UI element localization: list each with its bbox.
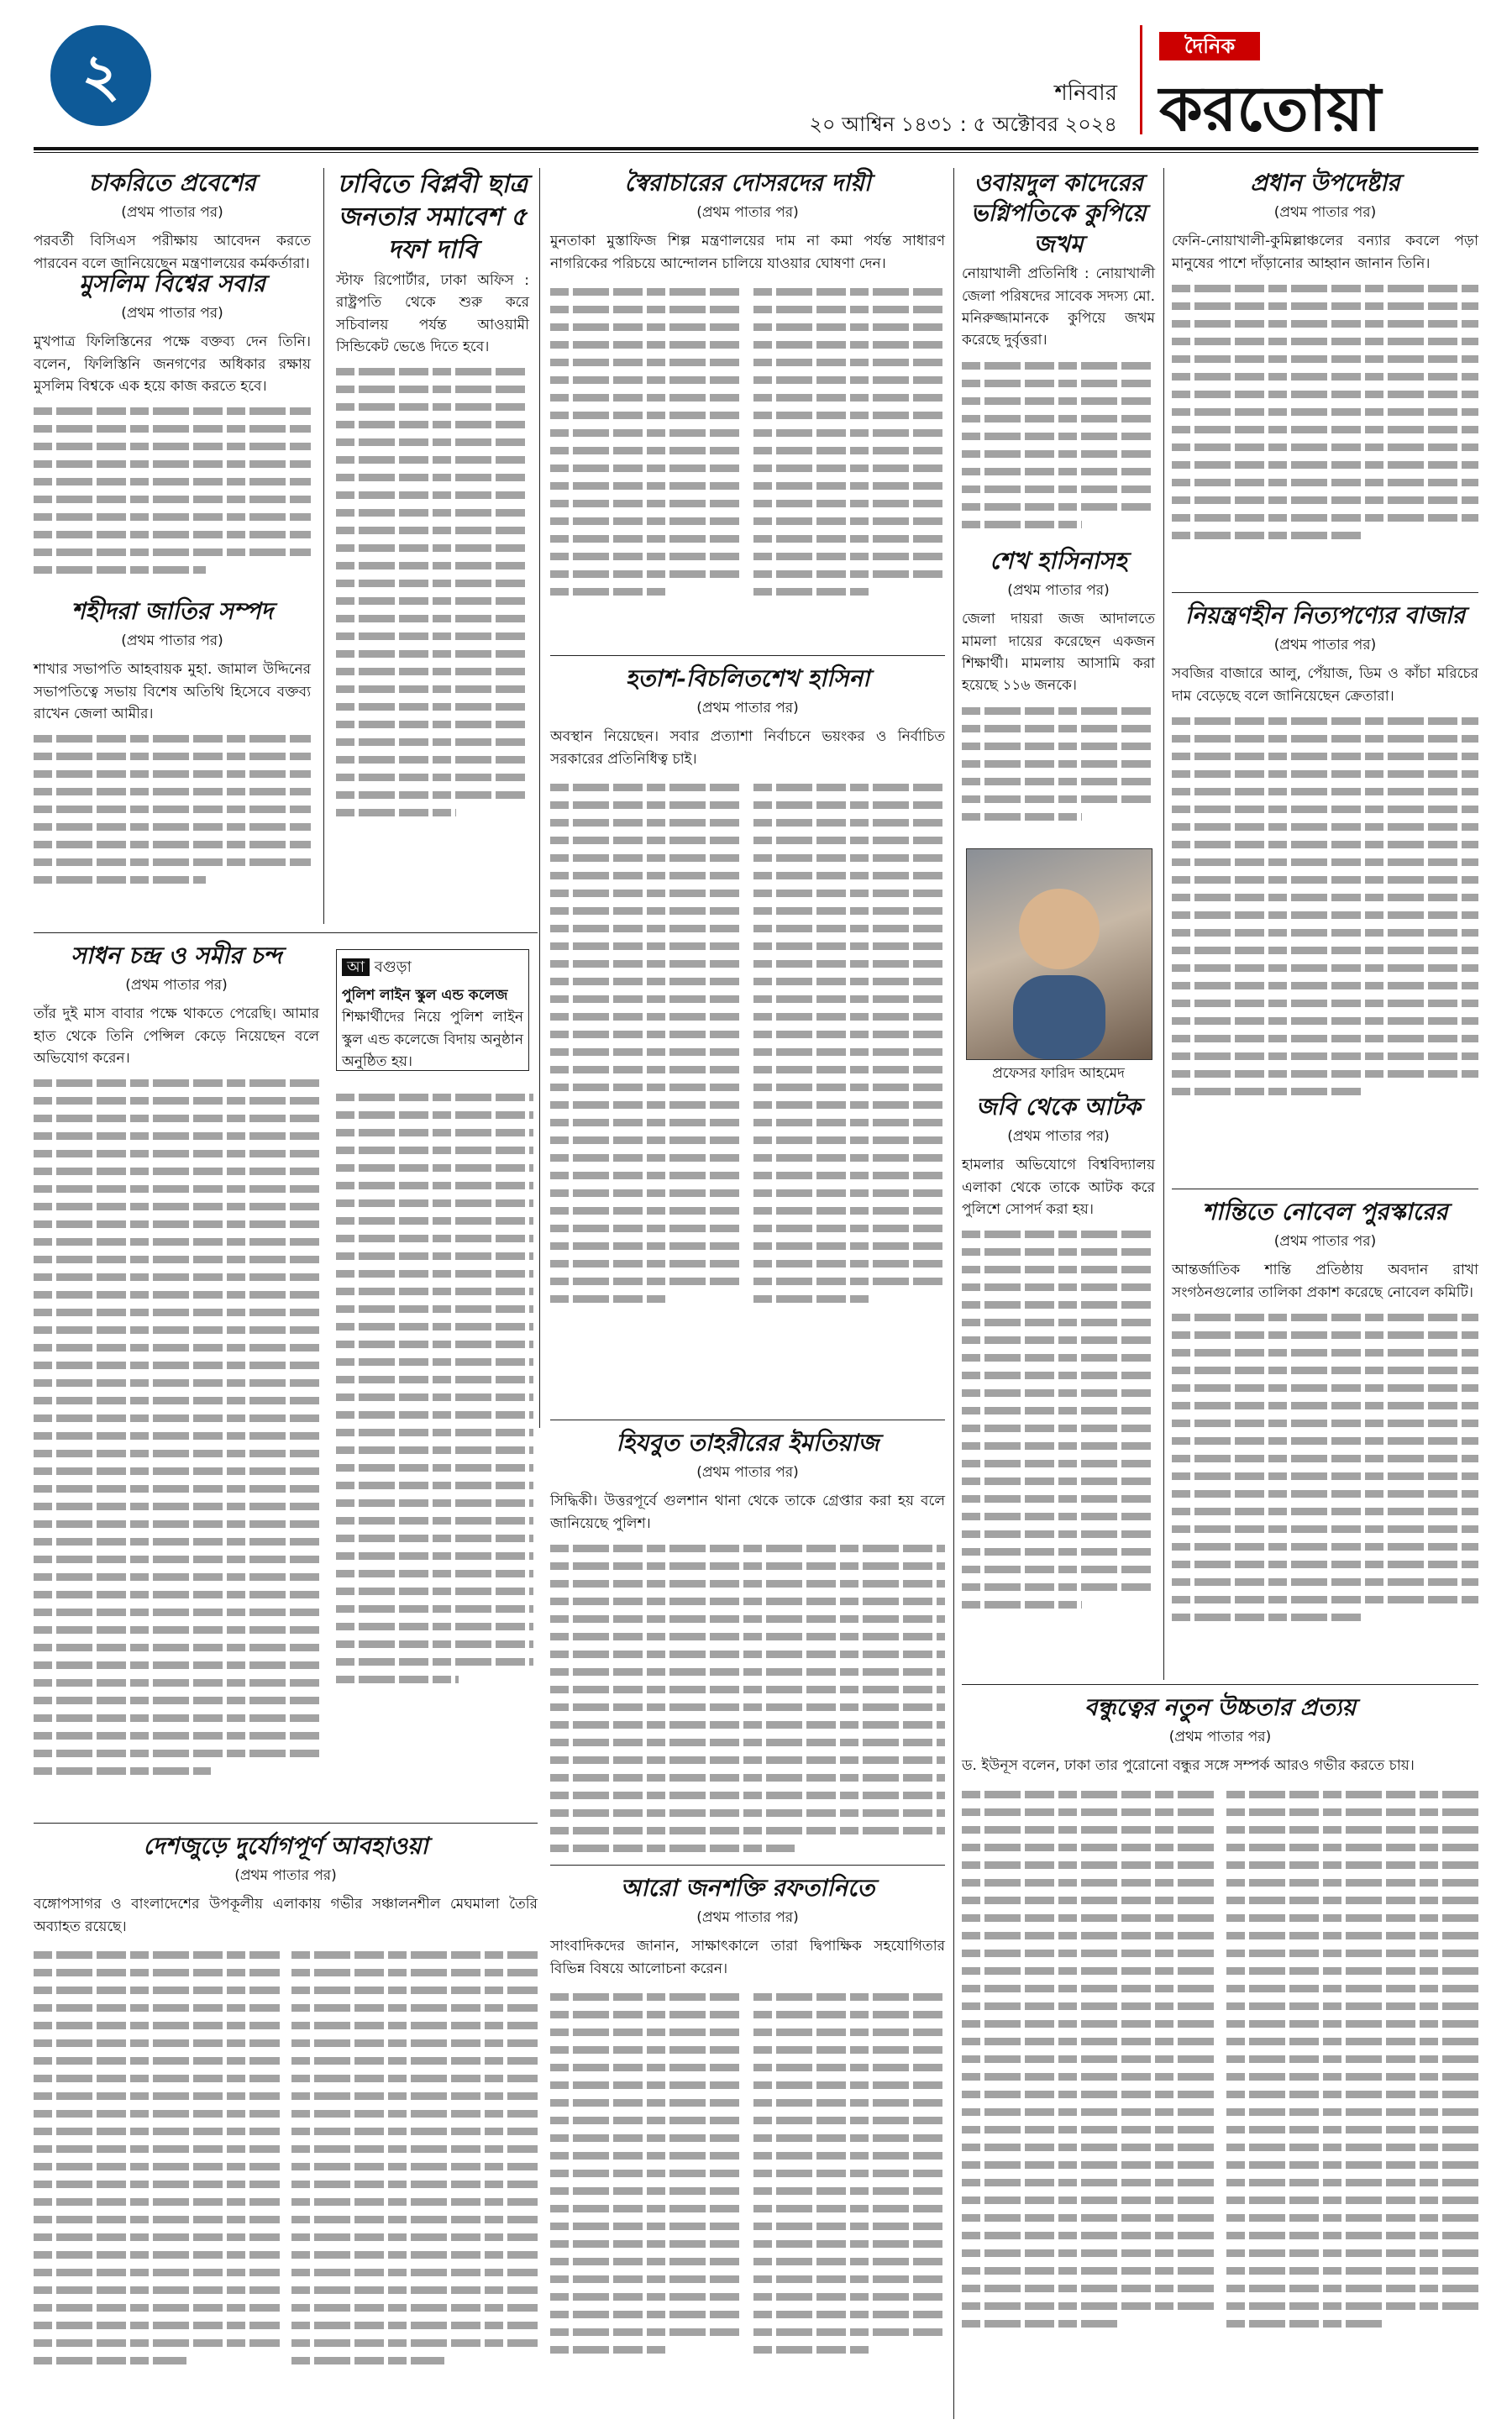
continued-label: (প্রথম পাতার পর) xyxy=(1273,1233,1377,1251)
bogura-tag: আ xyxy=(342,958,370,976)
article-lead: সিদ্ধিকী। উত্তরপূর্বে গুলশান থানা থেকে তাকে গ্রেপ্তার করা হয় বলে জানিয়েছে পুলিশ। xyxy=(550,1493,945,1532)
article-lead: জেলা দায়রা জজ আদালতে মামলা দায়ের করেছেন একজন শিক্ষার্থী। মামলায় আসামি করা হয়েছে ১১৬ জনকে। xyxy=(962,611,1155,695)
section-divider xyxy=(1172,592,1478,593)
headline: বন্ধুত্বের নতুন উচ্চতার প্রত্যয় xyxy=(1084,1693,1357,1721)
article-lead: ফেনি-নোয়াখালী-কুমিল্লাঞ্চলের বন্যার কবলে পড়া মানুষের পাশে দাঁড়ানোর আহ্বান জানান তিনি। xyxy=(1172,233,1478,272)
section-divider xyxy=(550,1865,945,1866)
headline: জবি থেকে আটক xyxy=(976,1093,1141,1121)
article-niyontron xyxy=(1172,601,1478,1180)
article-lead: হামলার অভিযোগে বিশ্ববিদ্যালয় এলাকা থেকে তাকে আটক করে পুলিশে সোপর্দ করা হয়। xyxy=(962,1157,1155,1219)
header-rule xyxy=(34,147,1478,150)
continued-label: (প্রথম পাতার পর) xyxy=(121,305,223,323)
column-divider xyxy=(953,168,954,2419)
article-hotash xyxy=(550,664,945,1361)
section-divider xyxy=(962,1684,1478,1685)
continued-label: (প্রথম পাতার পর) xyxy=(1007,582,1110,600)
body-text xyxy=(753,278,945,606)
newspaper-logo xyxy=(1140,25,1445,145)
article-bogura xyxy=(336,949,529,1071)
article-pradhan xyxy=(1172,168,1478,588)
article-nobel xyxy=(1172,1197,1478,1676)
headline: মুসলিম বিশ্বের সবার xyxy=(79,270,265,297)
article-lead: সাংবাদিকদের জানান, সাক্ষাৎকালে তারা দ্বিপাক্ষিক সহযোগিতার বিভিন্ন বিষয়ে আলোচনা করেন। xyxy=(550,1938,945,1977)
body-text xyxy=(550,774,742,1313)
headline: হতাশ-বিচলিতশেখ হাসিনা xyxy=(625,664,870,692)
article-chakri xyxy=(34,168,311,272)
article-lead: শিক্ষার্থীদের নিয়ে পুলিশ লাইন স্কুল এন্ড কলেজে বিদায় অনুষ্ঠান অনুষ্ঠিত হয়। xyxy=(342,1009,523,1071)
continued-label: (প্রথম পাতার পর) xyxy=(1273,637,1377,654)
body-text xyxy=(34,1941,280,2375)
headline: দেশজুড়ে দুর্যোগপূর্ণ আবহাওয়া xyxy=(143,1832,428,1860)
body-text xyxy=(753,774,945,1313)
bogura-place: বগুড়া xyxy=(374,958,412,976)
article-bondhutto xyxy=(962,1693,1478,2411)
continued-label: (প্রথম পাতার পর) xyxy=(696,700,799,717)
article-lead: মুখপাত্র ফিলিস্তিনের পক্ষে বক্তব্য দেন তিনি। বলেন, ফিলিস্তিনি জনগণের অধিকার রক্ষায় মুসলিম বিশ্বকে এক হয়ে কাজ করতে হবে। xyxy=(34,333,311,396)
section-divider xyxy=(34,932,538,933)
article-sadhon xyxy=(34,941,319,1814)
article-lead: স্টাফ রিপোর্টার, ঢাকা অফিস : রাষ্ট্রপতি থেকে শুরু করে সচিবালয় পর্যন্ত আওয়ামী সিন্ডিকেট ভেঙে দিতে হবে। xyxy=(336,272,529,356)
article-muslim xyxy=(34,269,311,588)
headline: হিযবুত তাহরীরের ইমতিয়াজ xyxy=(616,1429,879,1456)
headline: ওবায়দুল কাদেরের ভগ্নিপতিকে কুপিয়ে জখম xyxy=(970,169,1147,258)
article-durjog xyxy=(34,1831,538,2411)
continued-label: (প্রথম পাতার পর) xyxy=(1273,204,1377,222)
continued-label: (প্রথম পাতার পর) xyxy=(1007,1128,1110,1146)
headline: নিয়ন্ত্রণহীন নিত্যপণ্যের বাজার xyxy=(1184,601,1466,629)
article-lead: অবস্থান নিয়েছেন। সবার প্রত্যাশা নির্বাচনে ভয়ংকর ও নির্বাচিত সরকারের প্রতিনিধিত্ব চাই। xyxy=(550,728,945,768)
headline: প্রধান উপদেষ্টার xyxy=(1250,169,1400,197)
body-text xyxy=(291,1941,538,2375)
photo-caption: প্রফেসর ফারিদ আহমেদ xyxy=(992,1065,1125,1082)
article-lead: তাঁর দুই মাস বাবার পক্ষে থাকতে পেরেছি। আমার হাত থেকে তিনি পেন্সিল কেড়ে নিয়েছেন বলে অভিযোগ করেন। xyxy=(34,1005,319,1068)
article-lead: ড. ইউনূস বলেন, ঢাকা তার পুরোনো বন্ধুর সঙ্গে সম্পর্ক আরও গভীর করতে চায়। xyxy=(962,1757,1415,1775)
article-sadhon-cont xyxy=(336,1084,533,1814)
body-text xyxy=(1226,1781,1479,2338)
header-rule-thin xyxy=(34,152,1478,153)
continued-label: (প্রথম পাতার পর) xyxy=(121,632,223,650)
body-text xyxy=(962,1781,1215,2338)
article-lead: আন্তর্জাতিক শান্তি প্রতিষ্ঠায় অবদান রাখা সংগঠনগুলোর তালিকা প্রকাশ করেছে নোবেল কমিটি। xyxy=(1172,1262,1478,1301)
body-text xyxy=(550,1545,945,1852)
continued-label: (প্রথম পাতার পর) xyxy=(696,204,799,222)
body-text xyxy=(1172,285,1478,539)
continued-label: (প্রথম পাতার পর) xyxy=(696,1909,799,1927)
headline: ঢাবিতে বিপ্লবী ছাত্র জনতার সমাবেশ ৫ দফা দাবি xyxy=(337,170,528,265)
article-hizbut xyxy=(550,1428,945,1856)
page-header xyxy=(34,17,1478,143)
body-text xyxy=(34,735,311,884)
body-text xyxy=(34,1079,319,1775)
headline: স্বৈরাচারের দোসরদের দায়ী xyxy=(624,169,871,197)
column-divider xyxy=(539,168,540,1428)
body-text xyxy=(336,1094,533,1683)
logo-main-text: করতোয়া xyxy=(1159,73,1382,145)
body-text xyxy=(962,707,1155,821)
article-swairachar xyxy=(550,168,945,647)
body-text xyxy=(753,1983,945,2364)
article-dhaka xyxy=(336,168,529,941)
section-divider xyxy=(550,655,945,656)
logo-small-text: দৈনিক xyxy=(1159,32,1260,60)
continued-label: (প্রথম পাতার পর) xyxy=(696,1464,799,1482)
person-silhouette-icon xyxy=(967,849,1152,1059)
portrait-photo xyxy=(966,848,1152,1060)
body-text xyxy=(550,278,742,606)
headline: সাধন চন্দ্র ও সমীর চন্দ xyxy=(71,942,282,969)
bogura-title: পুলিশ লাইন স্কুল এন্ড কলেজ xyxy=(342,987,508,1004)
continued-label: (প্রথম পাতার পর) xyxy=(1168,1729,1272,1746)
headline: শহীদরা জাতির সম্পদ xyxy=(71,597,274,625)
article-obaidul xyxy=(962,168,1155,538)
continued-label: (প্রথম পাতার পর) xyxy=(121,204,223,222)
column-divider xyxy=(323,168,324,924)
header-day: শনিবার xyxy=(1054,81,1117,106)
page-number: ২ xyxy=(81,41,120,110)
header-date: ২০ আশ্বিন ১৪৩১ : ৫ অক্টোবর ২০২৪ xyxy=(809,113,1117,136)
section-divider xyxy=(34,1823,538,1824)
article-jonoshokti xyxy=(550,1873,945,2411)
article-lead: শাখার সভাপতি আহবায়ক মুহা. জামাল উদ্দিনের সভাপতিত্বে সভায় বিশেষ অতিথি হিসেবে বক্তব্য রাখেন জেলা আমীর। xyxy=(34,661,311,723)
body-text xyxy=(1172,717,1478,1095)
continued-label: (প্রথম পাতার পর) xyxy=(234,1867,337,1885)
article-sheikh xyxy=(962,546,1155,840)
headline: চাকরিতে প্রবেশের xyxy=(88,169,256,197)
headline: আরো জনশক্তি রফতানিতে xyxy=(620,1874,875,1902)
body-text xyxy=(1172,1314,1478,1621)
body-text xyxy=(550,1983,742,2364)
article-shohid xyxy=(34,596,311,924)
body-text xyxy=(962,362,1155,528)
article-lead: সবজির বাজারে আলু, পেঁয়াজ, ডিম ও কাঁচা মরিচের দাম বেড়েছে বলে জানিয়েছেন ক্রেতারা। xyxy=(1172,665,1478,705)
article-lead: পরবর্তী বিসিএস পরীক্ষায় আবেদন করতে পারবেন বলে জানিয়েছেন মন্ত্রণালয়ের কর্মকর্তারা। xyxy=(34,233,311,272)
column-divider xyxy=(1163,168,1164,1680)
body-text xyxy=(336,368,529,816)
body-text xyxy=(962,1231,1155,1609)
article-lead: নোয়াখালী প্রতিনিধি : নোয়াখালী জেলা পরিষদের সাবেক সদস্য মো. মনিরুজ্জামানকে কুপিয়ে জখম করেছে দুর্বৃত্তরা। xyxy=(962,265,1155,349)
body-text xyxy=(34,407,311,574)
article-lead: মুনতাকা মুস্তাফিজ শিল্প মন্ত্রণালয়ের দাম না কমা পর্যন্ত সাধারণ নাগরিকের পরিচয়ে আন্দোলন চালিয়ে যাওয়ার ঘোষণা দেন। xyxy=(550,233,945,272)
headline: শেখ হাসিনাসহ xyxy=(990,547,1127,575)
article-jobi xyxy=(962,1092,1155,1672)
article-lead: বঙ্গোপসাগর ও বাংলাদেশের উপকূলীয় এলাকায় গভীর সঞ্চালনশীল মেঘমালা তৈরি অব্যাহত রয়েছে। xyxy=(34,1896,538,1935)
continued-label: (প্রথম পাতার পর) xyxy=(125,977,228,995)
headline: শান্তিতে নোবেল পুরস্কারের xyxy=(1202,1198,1448,1225)
page-number-badge xyxy=(50,25,151,126)
